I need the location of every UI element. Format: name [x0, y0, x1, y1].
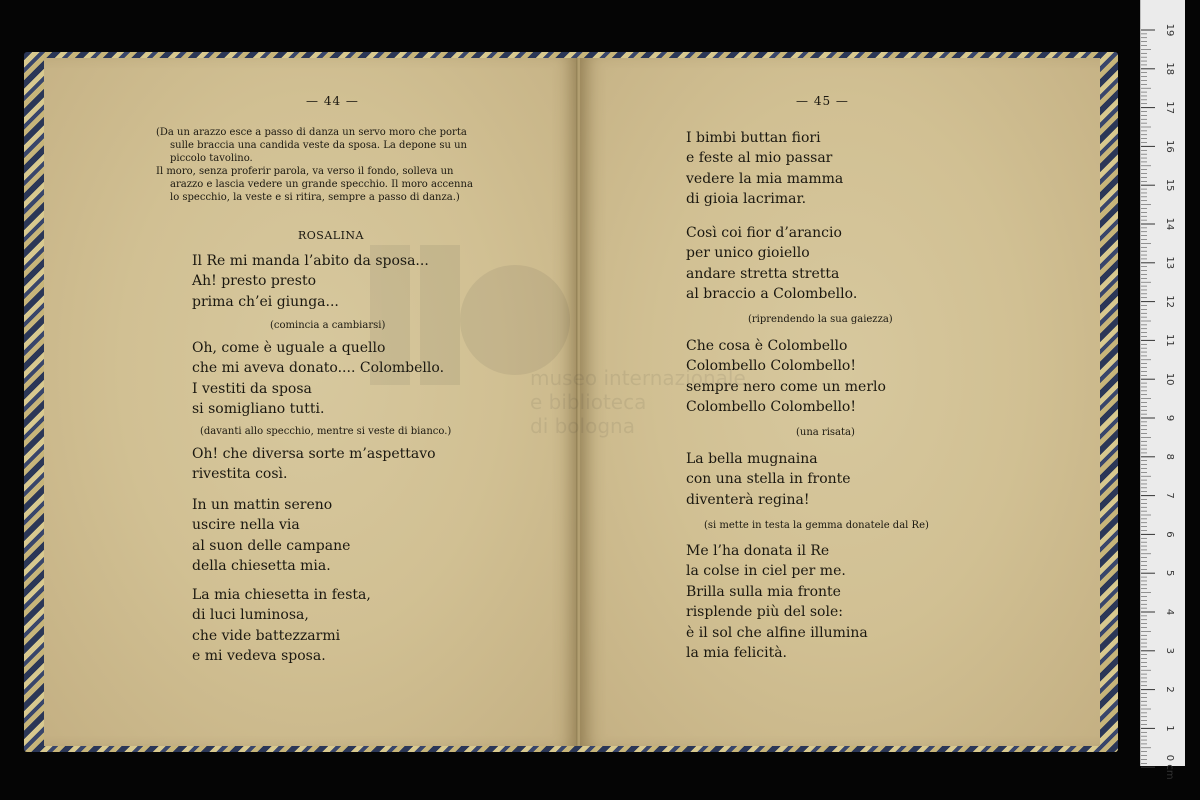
verse-line: Brilla sulla mia fronte: [686, 583, 841, 600]
ruler-number: 17: [1164, 101, 1175, 114]
ruler-number: 10: [1164, 372, 1175, 386]
verse-line: diventerà regina!: [686, 491, 810, 508]
verse-line: Oh! che diversa sorte m’aspettavo: [192, 446, 436, 462]
verse-line: vedere la mia mamma: [686, 170, 844, 187]
verse-line: Che cosa è Colombello: [686, 338, 848, 354]
opening-stage-direction: [156, 126, 502, 204]
verse-line: di gioia lacrimar.: [686, 191, 807, 208]
ruler-number: 0 cm: [1164, 754, 1175, 780]
verse-line: la colse in ciel per me.: [686, 563, 846, 580]
stage-direction: (riprendendo la sua gaiezza): [748, 314, 893, 325]
left-stanza-1: [192, 251, 429, 312]
stage-direction-line: (Da un arazzo esce a passo di danza un servo moro che porta: [156, 127, 467, 138]
stage-direction: (si mette in testa la gemma donatele dal Re): [704, 520, 929, 531]
ruler-number: 1: [1164, 725, 1175, 732]
verse-line: al suon delle campane: [192, 537, 351, 554]
verse-line: Me l’ha donata il Re: [686, 543, 830, 559]
stage-direction: (comincia a cambiarsi): [270, 320, 386, 331]
verse-line: andare stretta stretta: [686, 265, 840, 282]
verse-line: I bimbi buttan fiori: [686, 130, 821, 146]
verse-line: e mi vedeva sposa.: [192, 648, 326, 665]
left-stanza-3: [192, 444, 436, 485]
ruler-number: 8: [1164, 453, 1175, 460]
stage-direction-line: sulle braccia una candida veste da sposa. La depone su un: [170, 140, 467, 151]
verse-line: risplende più del sole:: [686, 604, 843, 621]
ruler-number: 16: [1164, 140, 1175, 153]
verse-line: e feste al mio passar: [686, 150, 833, 167]
stage-direction-line: lo specchio, la veste e si ritira, sempre a passo di danza.): [170, 192, 460, 203]
ruler-number: 11: [1164, 334, 1175, 347]
stage-direction-line: Il moro, senza proferir parola, va verso il fondo, solleva un: [156, 166, 454, 177]
verse-line: Colombello Colombello!: [686, 358, 856, 375]
left-stanza-5: [192, 585, 371, 667]
ruler-number: 2: [1164, 686, 1175, 693]
ruler-number: 9: [1164, 414, 1175, 422]
measuring-ruler: [1140, 0, 1185, 780]
verse-line: Il Re mi manda l’abito da sposa...: [192, 253, 429, 269]
verse-line: al braccio a Colombello.: [686, 286, 858, 303]
verse-line: per unico gioiello: [686, 245, 810, 262]
left-stanza-2: [192, 338, 444, 420]
right-stanza-1: [686, 128, 843, 210]
ruler-number: 14: [1164, 217, 1175, 231]
verse-line: Ah! presto presto: [192, 273, 317, 290]
left-page-number: — 44 —: [306, 94, 359, 108]
stage-direction: (una risata): [796, 427, 855, 438]
right-stanza-5: [686, 541, 868, 663]
ruler-number: 6: [1164, 531, 1175, 538]
ruler-number: 12: [1164, 295, 1175, 308]
verse-line: è il sol che alfine illumina: [686, 624, 868, 641]
ruler-number: 15: [1164, 178, 1175, 192]
verse-line: con una stella in fronte: [686, 471, 851, 488]
verse-line: della chiesetta mia.: [192, 558, 331, 575]
verse-line: si somigliano tutti.: [192, 401, 325, 418]
verse-line: In un mattin sereno: [192, 497, 333, 513]
left-stanza-4: [192, 495, 350, 577]
verse-line: prima ch’ei giunga...: [192, 293, 339, 310]
ruler-ticks: [1141, 30, 1155, 767]
verse-line: sempre nero come un merlo: [686, 378, 886, 395]
stage-direction-line: arazzo e lascia vedere un grande specchio. Il moro accenna: [170, 179, 473, 190]
verse-line: La bella mugnaina: [686, 451, 818, 467]
ruler-number: 3: [1164, 647, 1175, 654]
verse-line: Colombello Colombello!: [686, 399, 856, 416]
ruler-number: 19: [1164, 23, 1175, 37]
ruler-number: 7: [1164, 492, 1175, 499]
ruler-labels: [1164, 24, 1175, 780]
verse-line: che vide battezzarmi: [192, 627, 341, 644]
right-stanza-4: [686, 449, 851, 510]
verse-line: I vestiti da sposa: [192, 380, 312, 397]
verse-line: Così coi fior d’arancio: [686, 225, 842, 241]
right-page-number: — 45 —: [796, 94, 849, 108]
right-stanza-3: [686, 336, 886, 418]
verse-line: Oh, come è uguale a quello: [192, 340, 386, 356]
ruler-number: 5: [1164, 570, 1175, 577]
verse-line: la mia felicità.: [686, 644, 787, 661]
ruler-number: 18: [1164, 62, 1175, 76]
right-page: [580, 58, 1100, 746]
ruler-number: 13: [1164, 256, 1175, 270]
verse-line: La mia chiesetta in festa,: [192, 587, 371, 603]
verse-line: che mi aveva donato.... Colombello.: [192, 360, 445, 377]
left-page: [44, 58, 579, 746]
verse-line: rivestita così.: [192, 466, 288, 483]
stage-direction-line: piccolo tavolino.: [170, 153, 253, 164]
verse-line: di luci luminosa,: [192, 607, 309, 624]
speaker-name: ROSALINA: [298, 229, 364, 242]
right-stanza-2: [686, 223, 857, 305]
stage-direction: (davanti allo specchio, mentre si veste di bianco.): [200, 426, 452, 437]
verse-line: uscire nella via: [192, 517, 300, 534]
ruler-number: 4: [1164, 608, 1175, 616]
